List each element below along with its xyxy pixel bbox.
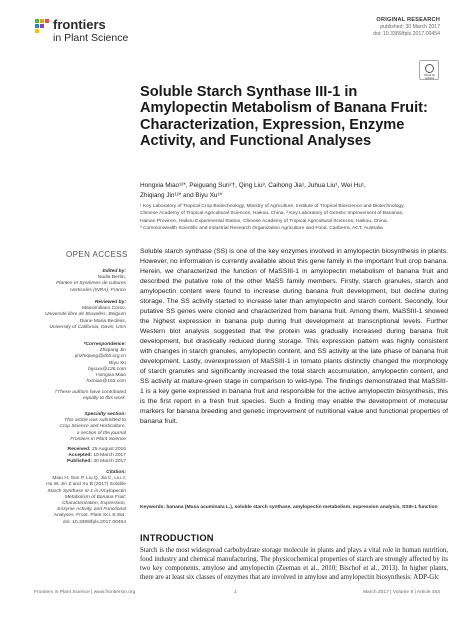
citation-block [24,470,126,526]
corr-name: Hongxia Miao [96,373,126,379]
frontiers-logo-icon [34,18,50,34]
footer-journal-link[interactable]: Frontiers in Plant Science | www.frontiersin.org [34,590,136,595]
editor-affiliation: Plantes et Systèmes de cultures [56,281,126,287]
corr-name: Zhiqiang Jin [99,348,126,354]
equal-contribution-line: equally to this work. [83,396,126,402]
citation-line: Miao H, Sun P, Liu Q, Jia C, Liu J, [52,476,126,482]
affiliation-line: ³ Commonwealth Scientific and Industrial Research Organization Agriculture and Food, Canberra, ACT, Australia [140,225,383,231]
author-line: Zhiqiang Jin¹²* and Biyu Xu¹* [140,191,223,199]
article-meta [270,17,440,37]
specialty-line: a section of the journal [76,430,126,436]
introduction-text: Starch is the most widespread carbohydrate storage molecule in plants and plays a vital role in human nutrition, food industry and chemical manufacturing. The physicochemical properties of starch are strongly affected by its two key components, amylose and amylopectin (Zeeman et al., 2010; Bischof et al., 2013). In higher plants, there are at least six classes of enzymes that are involved in amylose and amylopectin biosynthesis: ADP-Glc [140,547,448,581]
edited-by-block [24,269,126,294]
frontiers-logo[interactable] [34,18,184,50]
published-row [24,459,126,465]
affiliation-line: Chinese Academy of Tropical Agricultural Sciences, Haikou, China, ² Key Laboratory of Genetic Improvement of Bananas, [140,211,404,217]
citation-line: Characterization, Expression, [62,501,126,507]
published-date: published: 30 March 2017 [380,24,440,30]
logo-journal: in Plant Science [53,32,129,44]
article-type: ORIGINAL RESEARCH [376,17,440,23]
affiliation-line: Hainan Province, Haikou Experimental Station, Chinese Academy of Tropical Agricultural Sciences, Haikou, China, [140,218,388,224]
introduction-heading: INTRODUCTION [140,533,214,543]
citation-line: Hu W, Jin Z and Xu B (2017) Soluble [46,482,126,488]
correspondence-block [24,342,126,385]
citation-doi[interactable]: doi: 10.3389/fpls.2017.00454 [62,519,126,525]
check-updates-icon [425,64,434,73]
reviewed-by-label: Reviewed by: [94,300,126,305]
received-label: Received: [67,447,91,452]
citation-line: Enzyme Activity, and Functional [57,507,126,513]
published-label: Published: [67,459,93,465]
specialty-line: Frontiers in Plant Science [70,436,126,442]
accepted-date: 10 March 2017 [93,453,126,459]
citation-line: Metabolism of Banana Fruit: [64,494,126,500]
dates-block [24,447,126,466]
accepted-label: Accepted: [68,453,93,459]
equal-contribution-line: †These authors have contributed [54,390,126,395]
keywords-list: banana (Musa acuminata L.), soluble starch synthase, amylopectin metabolism, expression analysis, SSIII-1 function [166,505,438,510]
check-updates-label: Check for updates [423,74,436,80]
page-header [0,0,474,56]
reviewer-name: Massimiliano Corso, [81,306,126,312]
check-for-updates-button[interactable] [419,60,439,80]
keywords-label: Keywords: [140,505,166,510]
correspondence-label: *Correspondence: [83,342,126,347]
equal-contribution-note [24,390,126,402]
specialty-line: This article was submitted to [64,418,126,424]
specialty-line: Crop Science and Horticulture, [59,424,126,430]
reviewer-name: Diane Maria Beckles, [79,318,126,324]
corr-email[interactable]: hxmiao@163.com [86,379,126,385]
page-footer [34,590,440,600]
article-title: Soluble Starch Synthase III-1 in Amylopectin Metabolism of Banana Fruit: Characterization, Expression, Enzyme Activity, and Functional Analyses [140,84,428,150]
edited-by-label: Edited by: [102,269,126,274]
affiliations [140,203,445,232]
doi-link[interactable]: doi: 10.3389/fpls.2017.00454 [373,30,440,37]
abstract-text: Soluble starch synthase (SS) is one of the key enzymes involved in amylopectin biosynthesis in plants. However, no information is currently available about this gene family in the important fruit crop banana. Herein, we characterized the function of MaSSIII-1 in amylopectin metabolism of banana fruit and described the putative role of the other MaSS family members. Firstly, starch granules, starch and amylopectin content were found to increase during banana fruit development, but decline during storage. The SS activity started to increase later than amylopectin and starch content. Secondly, four putative SS genes were cloned and characterized from banana fruit. Among them, MaSSIII-1 showed the highest expression in banana pulp during fruit development at transcriptional levels. Further Western blot analysis suggested that the protein was gradually increased during banana fruit development, but drastically reduced during storage. This expression pattern was highly consistent with changes in starch granules, amylopectin content, and SS activity at the late phase of banana fruit development. Lastly, overexpression of MaSSIII-1 in tomato plants distinctly changed the morphology of starch granules and significantly increased the total starch accumulation, amylopectin content, and SS activity at mature-green stage in comparison to wild-type. The findings demonstrated that MaSSIII-1 is a key gene expressed in banana fruit and responsible for the active amylopectin biosynthesis, this is the first report in a fresh fruit species. Such a finding may enable the development of molecular markers for banana breeding and genetic improvement of nutritional value and functional properties of banana fruit. [140,248,448,425]
reviewer-affiliation: University of California, Davis, USA [49,324,126,330]
reviewer-affiliation: Université libre de Bruxelles, Belgium [44,312,126,318]
corr-email[interactable]: biyuxu@126.com [88,366,126,372]
affiliation-line: ¹ Key Laboratory of Tropical Crop Biotechnology, Ministry of Agriculture, Institute of Tropical Bioscience and Biotechnology, [140,204,405,209]
corr-email[interactable]: jinzhiqiang@itbb.org.cn [75,354,126,360]
specialty-section-block [24,412,126,443]
citation-line: Starch Synthase III-1 in Amylopectin [47,488,126,494]
author-list [140,181,440,200]
open-access-label: OPEN ACCESS [66,250,128,259]
author-line: Hongxia Miao¹²*, Peiguang Sun²†, Qing Liu³, Caihong Jia¹, Juhua Liu¹, Wei Hu¹, [140,182,366,189]
citation-label: Citation: [106,470,126,475]
editor-affiliation: Horticoles (INRA), France [70,287,126,293]
citation-line: Analyses. Front. Plant Sci. 8:454. [53,513,126,519]
received-date: 25 August 2016 [92,447,126,452]
reviewed-by-block [24,300,126,331]
published-date-side: 30 March 2017 [93,459,126,465]
specialty-section-label: Specialty section: [84,412,126,417]
editor-name: Nadia Bertin, [97,275,126,281]
corr-name: Biyu Xu [109,360,126,366]
footer-issue-info: March 2017 | Volume 8 | Article 454 [362,590,440,595]
keywords [140,505,448,512]
page-number: 1 [234,590,237,595]
logo-brand: frontiers [53,17,106,32]
